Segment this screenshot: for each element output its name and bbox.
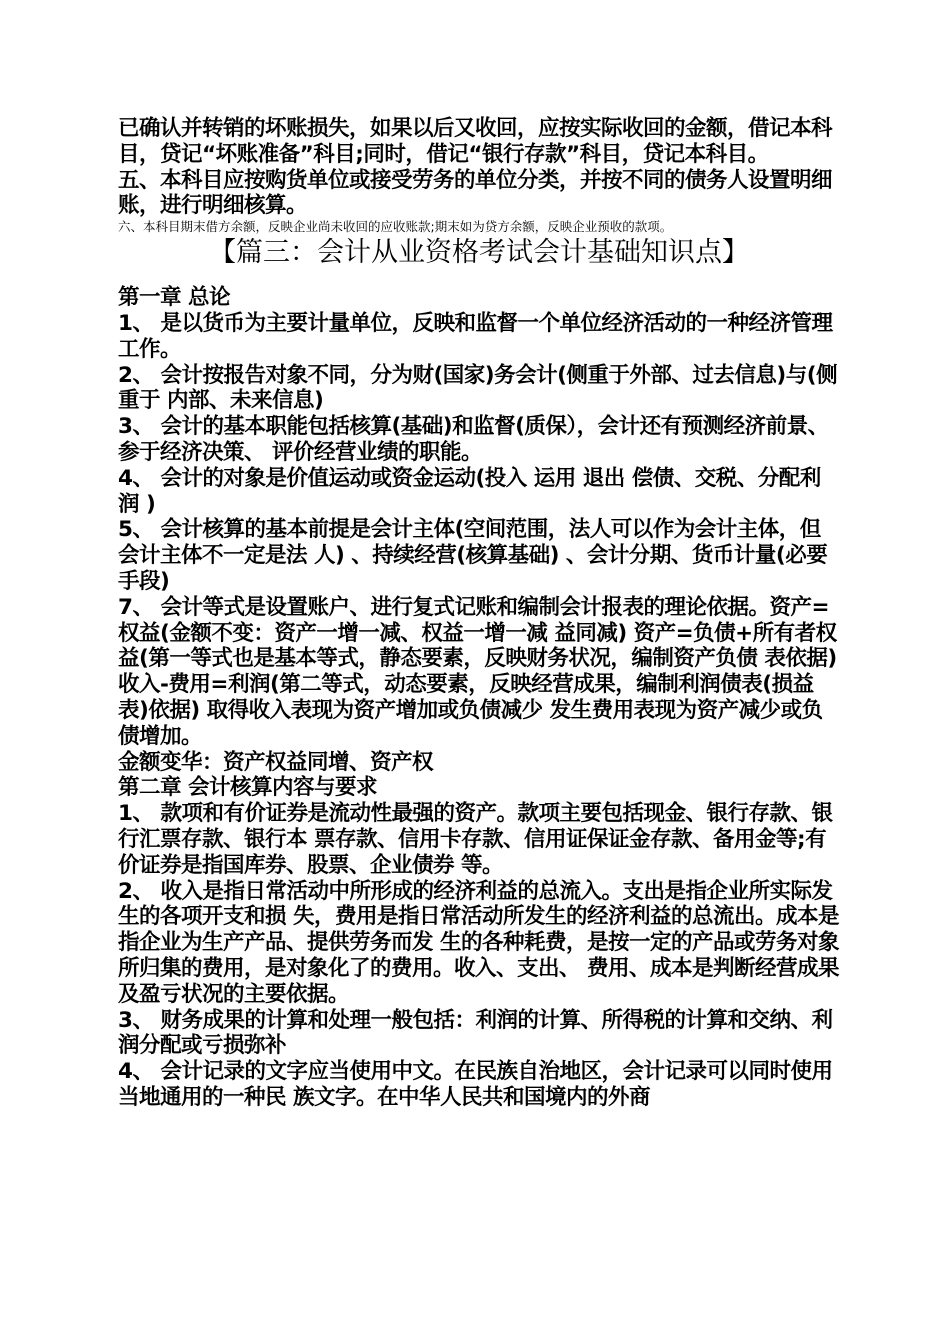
chapter-1-item-amount-change: 金额变华：资产权益同增、资产权 (118, 749, 434, 775)
chapter-1-item-7: 7、 会计等式是设置账户、进行复式记账和编制会计报表的理论依据。资产=权益(金额不变：资产一增一减、权益一增一减 益同减) 资产=负债+所有者权益(第一等式也是基本等式，静态要素，反映财务状况，编制资产负债 表依据) 收入-费用=利润(第二等式，动态要素，反映经营成果，编制利润债表(损益表)依据) 取得收入表现为资产增加或负债减少 发生费用表现为资产减少或负债增加。 (118, 594, 837, 749)
chapter-2-item-4: 4、 会计记录的文字应当使用中文。在民族自治地区，会计记录可以同时使用当地通用的一种民 族文字。在中华人民共和国境内的外商 (118, 1059, 833, 1110)
chapter-2-item-2: 2、 收入是指日常活动中所形成的经济利益的总流入。支出是指企业所实际发生的各项开支和损 失，费用是指日常活动所发生的经济利益的总流出。成本是指企业为生产产品、提供劳务而发 生的各种耗费，是按一定的产品或劳务对象所归集的费用，是对象化了的费用。收入、支出、 费用、成本是判断经营成果及盈亏状况的主要依据。 (118, 878, 839, 1007)
chapter-2-title: 第二章 会计核算内容与要求 (118, 775, 377, 801)
chapter-1-item-2: 2、 会计按报告对象不同，分为财(国家)务会计(侧重于外部、过去信息)与(侧重于 内部、未来信息) (118, 362, 838, 414)
intro-paragraph-ledger-classification: 五、本科目应按购货单位或接受劳务的单位分类，并按不同的债务人设置明细账，进行明细核算。 (118, 167, 833, 219)
intro-paragraph-bad-debt-recovery: 已确认并转销的坏账损失，如果以后又收回，应按实际收回的金额，借记本科目，贷记“坏账准备”科目;同时，借记“银行存款”科目，贷记本科目。 (118, 116, 833, 167)
chapter-1-item-1: 1、 是以货币为主要计量单位，反映和监督一个单位经济活动的一种经济管理工作。 (118, 310, 833, 362)
chapter-2-item-1: 1、 款项和有价证券是流动性最强的资产。款项主要包括现金、银行存款、银行汇票存款、银行本 票存款、信用卡存款、信用证保证金存款、备用金等;有价证券是指国库券、股票、企业债券 等。 (118, 801, 833, 878)
chapter-1-item-5: 5、 会计核算的基本前提是会计主体(空间范围，法人可以作为会计主体，但会计主体不一定是法 人) 、持续经营(核算基础) 、会计分期、货币计量(必要手段) (118, 517, 828, 594)
section-heading: 【篇三：会计从业资格考试会计基础知识点】 (209, 237, 749, 269)
intro-paragraph-period-end-balance: 六、本科目期末借方余额，反映企业尚未收回的应收账款;期末如为贷方余额，反映企业预收的款项。 (118, 219, 673, 235)
chapter-2-item-3: 3、 财务成果的计算和处理一般包括：利润的计算、所得税的计算和交纳、利润分配或亏损弥补 (118, 1007, 833, 1059)
chapter-1-item-3: 3、 会计的基本职能包括核算(基础)和监督(质保），会计还有预测经济前景、参于经济决策、 评价经营业绩的职能。 (118, 414, 829, 465)
chapter-1-title: 第一章 总论 (118, 285, 230, 311)
document-page (118, 116, 840, 1111)
chapter-1-item-4: 4、 会计的对象是价值运动或资金运动(投入 运用 退出 偿债、交税、分配利润 ) (118, 465, 821, 517)
